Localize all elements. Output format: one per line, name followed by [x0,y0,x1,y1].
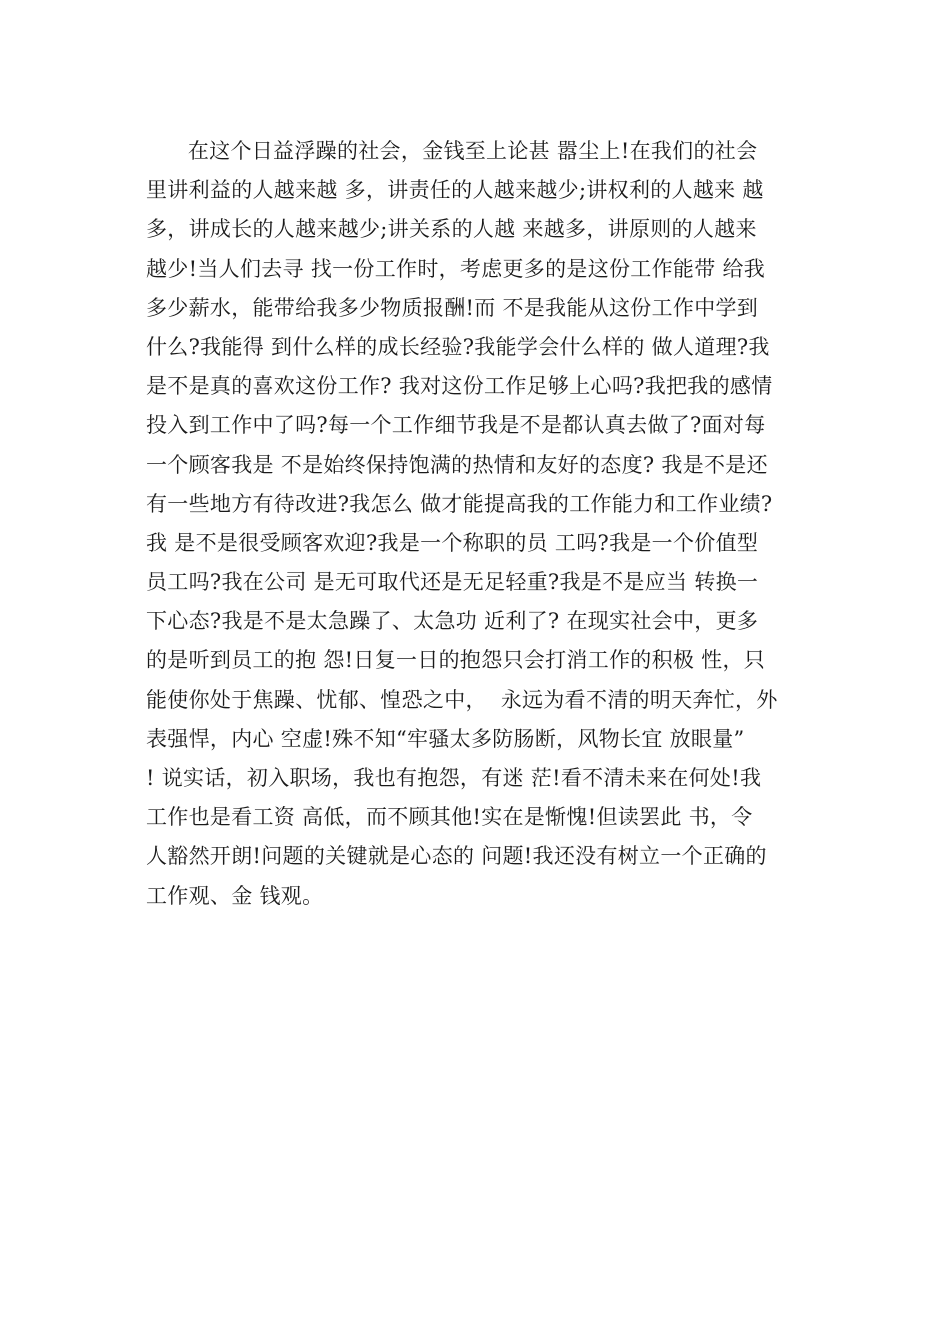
paragraph-line: ! 说实话，初入职场，我也有抱怨，有迷 茫!看不清未来在何处!我 [146,766,762,790]
paragraph-line: 员工吗?我在公司 是无可取代还是无足轻重?我是不是应当 转换一 [146,570,759,595]
paragraph-line: 工作也是看工资 高低，而不顾其他!实在是惭愧!但读罢此 书，令 [146,805,753,830]
paragraph-line: 多，讲成长的人越来越少;讲关系的人越 来越多，讲原则的人越来 [146,217,757,242]
paragraph-line: 多少薪水，能带给我多少物质报酬!而 不是我能从这份工作中学到 [146,295,759,320]
paragraph-line: 一个顾客我是 不是始终保持饱满的热情和友好的态度? 我是不是还 [146,452,768,477]
paragraph-line: 下心态?我是不是太急躁了、太急功 近利了? 在现实社会中，更多 [146,609,759,634]
paragraph-line: 投入到工作中了吗?每一个工作细节我是不是都认真去做了?面对每 [146,413,766,438]
paragraph-line: 在这个日益浮躁的社会，金钱至上论甚 嚣尘上!在我们的社会 [146,139,758,163]
paragraph-line: 能使你处于焦躁、忧郁、惶恐之中， 永远为看不清的明天奔忙，外 [146,687,778,712]
paragraph-line: 是不是真的喜欢这份工作? 我对这份工作足够上心吗?我把我的感情 [146,374,773,399]
paragraph-line: 什么?我能得 到什么样的成长经验?我能学会什么样的 做人道理?我 [146,334,770,359]
body-paragraph [146,132,816,916]
paragraph-line: 表强悍，内心 空虚!殊不知“牢骚太多防肠断，风物长宜 放眼量” [146,726,745,751]
paragraph-line: 我 是不是很受顾客欢迎?我是一个称职的员 工吗?我是一个价值型 [146,530,759,555]
paragraph-line: 有一些地方有待改进?我怎么 做才能提高我的工作能力和工作业绩? [146,491,773,516]
paragraph-line: 里讲利益的人越来越 多，讲责任的人越来越少;讲权利的人越来 越 [146,178,764,203]
paragraph-line: 的是听到员工的抱 怨!日复一日的抱怨只会打消工作的积极 性，只 [146,648,766,673]
paragraph-line: 越少!当人们去寻 找一份工作时，考虑更多的是这份工作能带 给我 [146,256,766,281]
paragraph-line: 人豁然开朗!问题的关键就是心态的 问题!我还没有树立一个正确的 [146,844,767,869]
paragraph-line: 工作观、金 钱观。 [146,883,324,908]
